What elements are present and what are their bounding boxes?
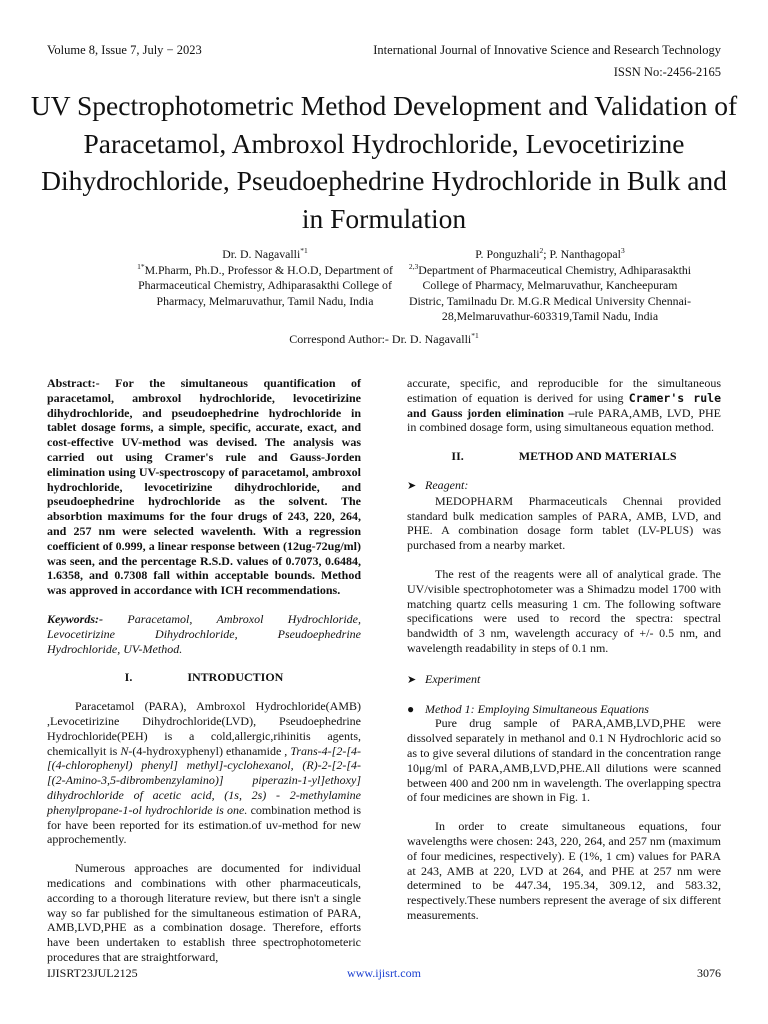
reagent-paragraph-1: MEDOPHARM Pharmaceuticals Chennai provided standard bulk medication samples of PARA, AMB, LVD, and PHE. A combination dosage form tablet (LV-PLUS) was purchased from a nearby market. [407, 493, 721, 553]
journal-name: International Journal of Innovative Science and Research Technology [373, 43, 721, 57]
section-heading-methods: II. METHOD AND MATERIALS [451, 449, 677, 464]
footer-website-link[interactable]: www.ijisrt.com [347, 966, 421, 980]
intro-paragraph-2: Numerous approaches are documented for individual medications and combinations with other pharmaceuticals, according to a thorough literature review, but there isn't a single way so far published for the simultaneous estimation of PARA, AMB,LVD,PHE as a combination dosage. Therefore, efforts have been undertaken to establish three spectrophotometeric procedures that are straightforward, [47, 861, 361, 964]
dot-bullet-icon: ● [407, 701, 415, 716]
reagent-paragraph-2: The rest of the reagents were all of analytical grade. The UV/visible spectrophotometer was a Shimadzu model 1700 with matching quartz cells measuring 1 cm. The following software specifications were used to record the spectra: spectral bandwidth of 3 nm, wavelength accuracy of +/- 0.5 nm, and wavelength readability in steps of 0.1 nm. [407, 566, 721, 655]
author-affiliation: $^{2,3}$Department of Pharmaceutical Chemistry, Adhiparasakthi College of Pharmacy, Melmaruvathur, Kancheepuram Distric, Tamilnadu Dr. M.G.R Medical University Chennai-28,Melmaruvathur-603319,Tamil Nadu, India [408, 261, 692, 323]
author-names: P. Ponguzhali$^2$; P. Nanthagopal$^3$ [475, 246, 625, 261]
author-left [115, 247, 415, 309]
reagent-heading: ➤ Reagent: [407, 477, 469, 492]
left-column [47, 376, 361, 965]
issn: ISSN No:-2456-2165 [613, 65, 721, 79]
footer-article-id: IJISRT23JUL2125 [47, 966, 138, 980]
arrow-bullet-icon: ➤ [407, 673, 417, 686]
footer-page-number: 3076 [697, 966, 721, 980]
method1-paragraph-1: Pure drug sample of PARA,AMB,LVD,PHE were dissolved separately in methanol and 0.1 N Hydrochloric acid so as to give several dilutions of standard in the concentration range 10μg/ml of PARA,AMB,LVD,PHE.All dilutions were scanned between 400 and 200 nm in wavelength. The overlapping spectra of four medicines are shown in Fig. 1. [407, 716, 721, 805]
keywords: Keywords:- Paracetamol, Ambroxol Hydrochloride, Levocetirizine Dihydrochloride, Pseudoephedrine Hydrochloride, UV-Method. [47, 611, 361, 656]
author-affiliation: $^{1*}$M.Pharm, Ph.D., Professor & H.O.D, Department of Pharmaceutical Chemistry, Adhiparasakthi College of Pharmacy, Melmaruvathur, Tamil Nadu, India [137, 261, 393, 308]
section-heading-introduction: I. INTRODUCTION [124, 670, 284, 685]
intro-paragraph-1: Paracetamol (PARA), Ambroxol Hydrochloride(AMB) ,Levocetirizine Dihydrochloride(LVD), Pseudoephedrine Hydrochloride(PEH) is a cold,allergic,rihinitis agents, chemicallyit is N-(4-hydroxyphenyl) ethanamide , Trans-4-[2-[4-[(4-chlorophenyl) phenyl] methyl]-cyclohexanol, (R)-2-[2-[4-[(2-Amino-3,5-dibrombenzylamino)] piperazin-1-yl]ethoxy] dihydrochloride of acetic acid, (1s, 2s) - 2-methylamine phenylpropane-1-ol hydrochloride is one. combination method is for have been reported for its estimation.of uv-method for new approchemently. [47, 699, 361, 847]
paper-title: UV Spectrophotometric Method Development and Validation of Paracetamol, Ambroxol Hydrochloride, Levocetirizine Dihydrochloride, Pseudoephedrine Hydrochloride in Bulk and in Formulation [30, 90, 738, 234]
journal-issue: Volume 8, Issue 7, July − 2023 [47, 43, 202, 57]
arrow-bullet-icon: ➤ [407, 479, 417, 492]
author-right [405, 247, 695, 325]
right-column [407, 376, 721, 923]
author-name: Dr. D. Nagavalli$^{*1}$ [222, 246, 308, 261]
intro-continuation: accurate, specific, and reproducible for the simultaneous estimation of equation is derived for using Cramer's rule and Gauss jorden elimination –rule PARA,AMB, LVD, PHE in combined dosage form, using simultaneous equation method. [407, 376, 721, 435]
experiment-heading: ➤ Experiment [407, 671, 481, 686]
correspond-author: Correspond Author:- Dr. D. Nagavalli$^{*1}$ [289, 331, 479, 346]
method1-paragraph-2: In order to create simultaneous equations, four wavelengths were chosen: 243, 220, 264, and 257 nm (maximum of four medicines, respectively). E (1%, 1 cm) values for PARA at 243, AMB at 220, LVD at 264, and PHE at 257 nm were determined to be 447.34, 195.34, 309.12, and 583.32, respectively.These numbers represent the average of six different measurements. [407, 819, 721, 922]
method1-heading: ● Method 1: Employing Simultaneous Equations [407, 701, 649, 716]
abstract: Abstract:- For the simultaneous quantification of paracetamol, ambroxol hydrochloride, levocetirizine dihydrochloride, and pseudoephedrine hydrochloride in tablet dosage forms, a simple, specific, accurate, exact, and cost-effective UV-method was devised. The analysis was carried out using Cramer's rule and Gauss-Jorden elimination using UV-spectroscopy of paracetamol, ambroxol hydrochloride, levocetirizine dihydrochloride, and pseudoephedrine hydrochloride as the solvent. The absorbtion maximums for the four drugs of 243, 220, 264, and 257 nm were selected wavelenth. With a regression coefficient of 0.999, a linear response between (12ug-72ug/ml) was seen, and the percentage R.S.D. values of 0.7073, 0.6484, 1.6358, and 0.7308 fall within acceptable bounds. Method was approved in accordance with ICH recommendations. [47, 376, 361, 598]
